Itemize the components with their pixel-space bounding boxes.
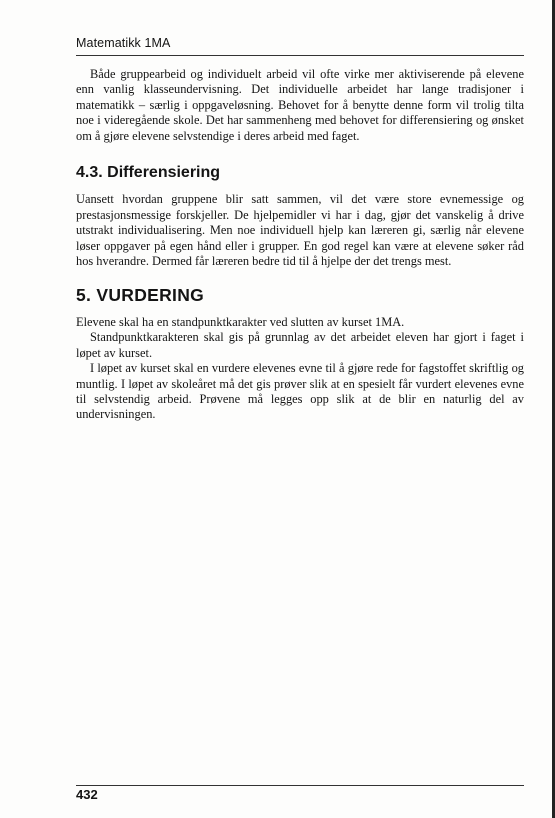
vurdering-paragraph-3: I løpet av kurset skal en vurdere elevenes evne til å gjøre rede for fagstoffet skriftlig og muntlig. I løpet av skoleåret må det gis prøver slik at en spesielt får vurdert elevenes evne til selvstendig arbeid. Prøvene må legges opp slik at de blir en naturlig del av undervisningen. xyxy=(76,361,524,422)
vurdering-paragraph-2: Standpunktkarakteren skal gis på grunnlag av det arbeidet eleven har gjort i faget i løpet av kurset. xyxy=(76,330,524,360)
differensiering-paragraph: Uansett hvordan gruppene blir satt sammen, vil det være store evnemessige og prestasjonsmessige forskjeller. De hjelpemidler vi har i dag, gjør det vanskelig å drive utstrakt individualisering. Men noe individuell hjelp kan læreren gi, særlig når elevene løser oppgaver på egen hånd eller i grupper. En god regel kan være at elevene søker råd hos hverandre. Dermed får læreren bedre tid til å hjelpe der det trengs mest. xyxy=(76,192,524,269)
section-heading-vurdering: 5. VURDERING xyxy=(76,285,205,306)
footer-rule xyxy=(76,785,524,786)
page-content xyxy=(76,67,524,423)
running-header: Matematikk 1MA xyxy=(76,36,171,50)
header-rule xyxy=(76,55,524,56)
vurdering-paragraph-1: Elevene skal ha en standpunktkarakter ved slutten av kurset 1MA. xyxy=(76,314,405,329)
section-heading-differensiering: 4.3. Differensiering xyxy=(76,164,221,182)
page-number: 432 xyxy=(76,787,98,802)
intro-paragraph: Både gruppearbeid og individuelt arbeid vil ofte virke mer aktiviserende på elevene enn vanlig klasseundervisning. Det individuelle arbeidet har lange tradisjoner i matematikk – særlig i oppgaveløsning. Behovet for å benytte denne form vil trolig tilta noe i videregående skole. Det har sammenheng med behovet for differensiering og ønsket om å gjøre elevene selvstendige i deres arbeid med faget. xyxy=(76,67,524,143)
